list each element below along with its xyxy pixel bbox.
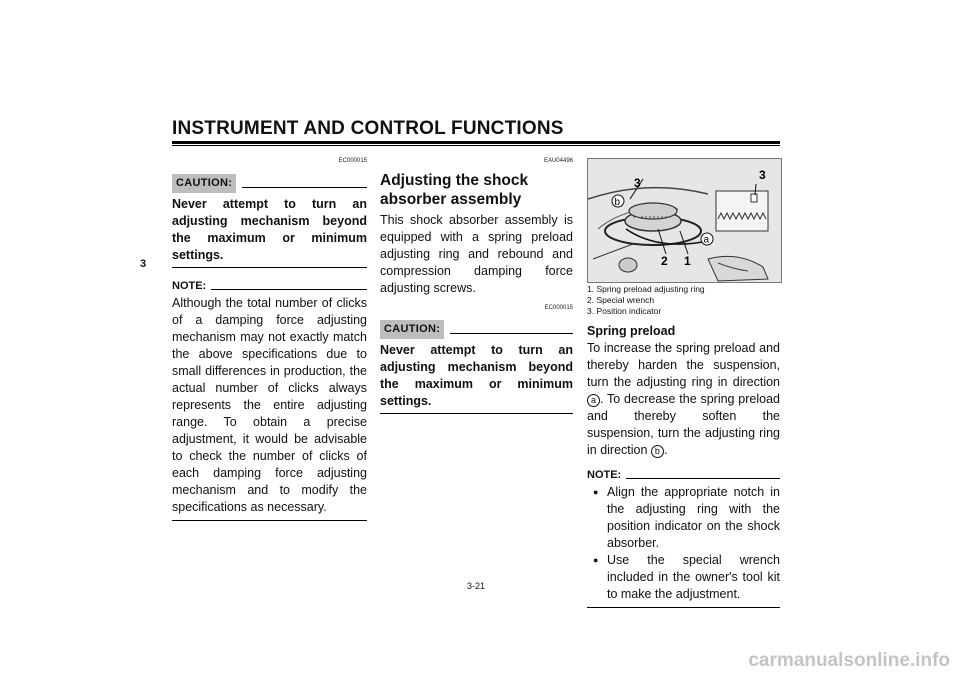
section-body: This shock absorber assembly is equipped with a spring preload adjusting ring and rebound and compression damping force adjusting screws. [380,213,573,295]
figure-label-3: 3 [634,176,641,190]
note-header [172,278,367,295]
figure-label-a: a [703,234,710,246]
subheading: Spring preload [587,324,676,338]
spring-preload-body [587,340,780,459]
watermark: carmanualsonline.info [748,650,950,671]
bullet-text: Align the appropriate notch in the adjusting ring with the position indicator on the shock absorber. [607,485,780,550]
note-header [587,467,780,484]
section-code: EAU04496 [543,158,573,164]
page-number: 3-21 [467,581,486,591]
header-rule-thin [172,145,780,146]
section-heading: Adjusting the shock absorber assembly [380,172,529,208]
shock-absorber-illustration [588,159,781,282]
note-rule [211,289,367,290]
bullet-icon: ● [593,555,599,565]
caution-header [172,174,367,193]
caption-item: 1. Spring preload adjusting ring [587,284,705,294]
caution-label: CAUTION: [380,320,444,339]
right-column [587,284,780,608]
note-text: Although the total number of clicks of a damping force adjusting mechanism may not exactly match the above specifications due to small differences in production, the actual number of clicks always represents the entire adjusting range. To obtain a precise adjustment, it would be advisable to check the number of clicks of each damping force adjusting mechanism and to modify the specifications as necessary. [172,296,367,514]
caution-rule [450,333,573,334]
caution-label: CAUTION: [172,174,236,193]
section-code: EC000015 [338,158,367,164]
chapter-tab: 3 [140,258,147,270]
note-rule [626,478,780,479]
shock-absorber-figure [587,158,782,283]
caution-rule [242,187,367,188]
caption-item: 2. Special wrench [587,295,655,305]
figure-label-3-inset: 3 [759,168,766,182]
left-column [172,153,367,521]
caution-code: EC000015 [544,305,573,311]
caution-end-rule [172,267,367,268]
direction-b-symbol: b [651,445,664,458]
figure-label-1: 1 [684,254,691,268]
note-label: NOTE: [172,280,207,292]
direction-a-symbol: a [587,394,600,407]
note-label: NOTE: [587,469,622,481]
figure-label-b: b [614,197,621,208]
note-bullets [587,484,780,603]
header-rule [172,141,780,144]
list-item [593,552,780,603]
figure-captions [587,284,780,317]
note-end-rule [587,607,780,608]
body-part-1: To increase the spring preload and thereby harden the suspension, turn the adjusting ring in direction [587,341,780,389]
bullet-text: Use the special wrench included in the owner's tool kit to make the adjustment. [607,553,780,601]
caution-end-rule [380,413,573,414]
list-item [593,484,780,552]
figure-label-2: 2 [661,254,668,268]
caption-item: 3. Position indicator [587,306,662,316]
body-part-3: . [663,443,668,457]
middle-column [380,153,573,414]
page-title: INSTRUMENT AND CONTROL FUNCTIONS [172,118,564,139]
bullet-icon: ● [593,487,599,497]
note-end-rule [172,520,367,521]
body-part-2: . To decrease the spring preload and thereby soften the suspension, turn the adjusting ring in direction [587,392,780,457]
caution-text: Never attempt to turn an adjusting mechanism beyond the maximum or minimum settings. [172,197,367,262]
caution-text: Never attempt to turn an adjusting mechanism beyond the maximum or minimum settings. [380,343,573,408]
caution-header [380,320,573,339]
